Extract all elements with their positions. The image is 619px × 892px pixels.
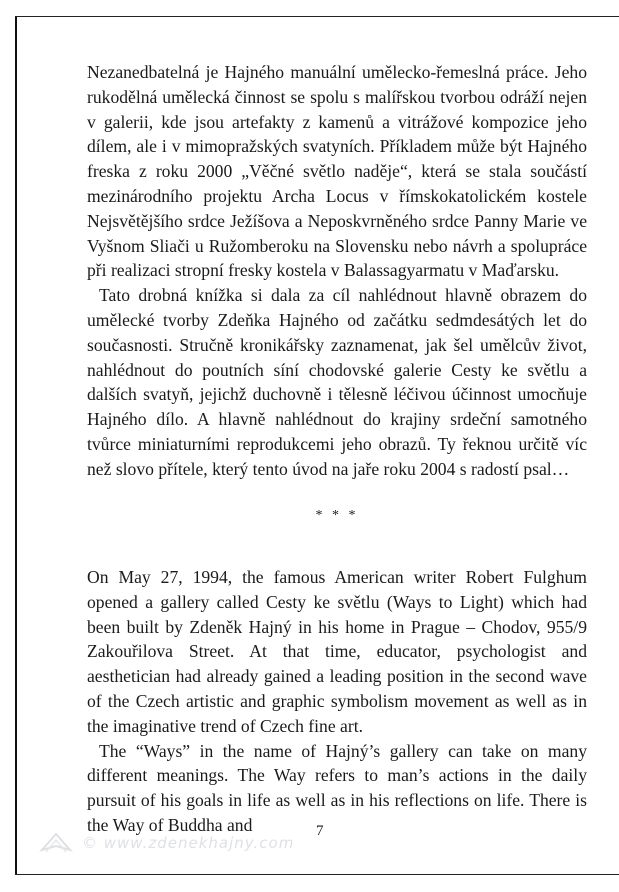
- english-paragraph-1: On May 27, 1994, the famous American writer Robert Fulghum opened a gallery called Cesty ke světlu (Ways to Light) which had been built by Zdeněk Hajný in his home in Prague – Chodov, 955/9 Zakouřilova Street. At that time, educator, psychologist and aesthetician had already gained a leading position in the second wave of the Czech artistic and graphic symbolism movement as well as in the imaginative trend of Czech fine art.: [87, 567, 587, 736]
- page-bottom-border: [15, 874, 619, 875]
- section-separator: * * *: [315, 508, 359, 523]
- watermark-logo-icon: [36, 828, 76, 858]
- czech-text-block: [87, 60, 587, 482]
- czech-paragraph-1: Nezanedbatelná je Hajného manuální umělecko-řemeslná práce. Jeho rukodělná umělecká činnost se spolu s malířskou tvorbou odráží nejen v galerii, kde jsou artefakty z kamenů a vitrážové kompozice jeho dílem, ale i v mimopražských svatyních. Příkladem může být Hajného freska z roku 2000 „Věčné světlo naděje“, která se stala součástí mezinárodního projektu Archa Locus v římskokatolickém kostele Nejsvětějšího srdce Ježíšova a Neposkvrněného srdce Panny Marie ve Vyšnom Sliači u Ružomberoku na Slovensku nebo návrh a spolupráce při realizaci stropní fresky kostela v Balassagyarmatu v Maďarsku.: [87, 62, 587, 281]
- page-number: 7: [316, 823, 324, 839]
- watermark-text: © www.zdenekhajny.com: [82, 834, 295, 852]
- page-top-border: [15, 16, 619, 17]
- czech-paragraph-2: Tato drobná knížka si dala za cíl nahlédnout hlavně obrazem do umělecké tvorby Zdeňka Hajného od začátku sedmdesátých let do současnosti. Stručně kronikářsky zaznamenat, jak šel umělcův život, nahlédnout do poutních síní chodovské galerie Cesty ke světlu a dalších svatyň, jejichž duchovně i tělesně léčivou účinnost umocňuje Hajného dílo. A hlavně nahlédnout do krajiny srdeční samotného tvůrce miniaturními reprodukcemi jeho obrazů. Ty řeknou určitě víc než slovo přítele, který tento úvod na jaře roku 2004 s radostí psal…: [87, 285, 587, 479]
- page-left-border: [15, 16, 17, 875]
- english-text-block: [87, 565, 587, 838]
- watermark: [36, 826, 294, 860]
- english-paragraph-2: The “Ways” in the name of Hajný’s gallery can take on many different meanings. The Way refers to man’s actions in the daily pursuit of his goals in life as well as in his reflections on life. There is the Way of Buddha and: [87, 740, 587, 835]
